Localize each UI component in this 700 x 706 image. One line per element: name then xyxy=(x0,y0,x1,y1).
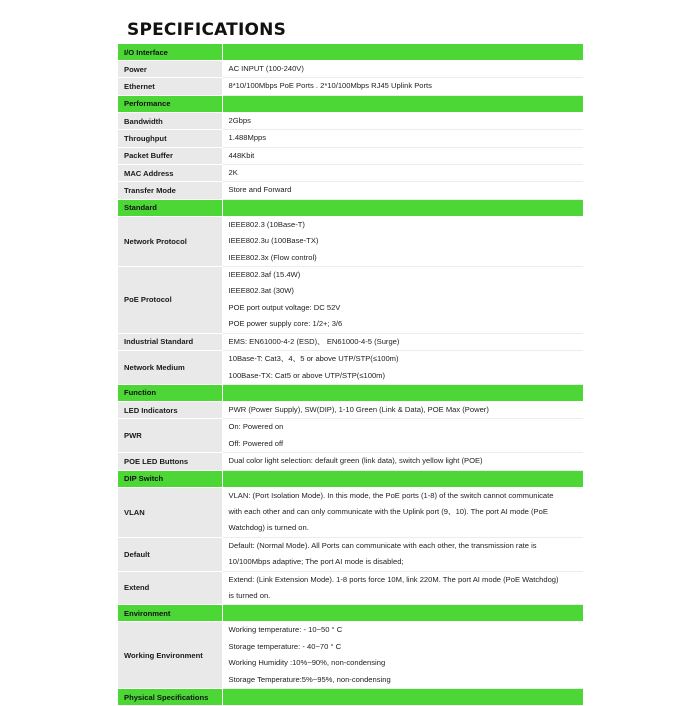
spec-value-line: 1.488Mpps xyxy=(228,133,267,143)
spec-row xyxy=(118,622,583,689)
spec-label: PoE Protocol xyxy=(118,267,222,334)
spec-value xyxy=(222,61,583,78)
spec-value-line: Working Humidity :10%~90%, non-condensing xyxy=(228,658,386,668)
section-heading-spacer xyxy=(222,199,583,216)
spec-row xyxy=(118,78,583,95)
section-heading: I/O Interface xyxy=(118,44,222,61)
spec-row xyxy=(118,147,583,164)
spec-value-line: with each other and can only communicate with the Uplink port (9、10). The port AI mode (PoE xyxy=(228,506,548,516)
spec-value-line: Watchdog) is turned on. xyxy=(228,523,309,533)
spec-value xyxy=(222,147,583,164)
spec-value-line: 10Base-T: Cat3、4、5 or above UTP/STP(≤100m) xyxy=(228,354,399,364)
spec-value-line: is turned on. xyxy=(228,590,271,600)
spec-row xyxy=(118,333,583,350)
spec-row xyxy=(118,182,583,199)
spec-label: Throughput xyxy=(118,130,222,147)
spec-value-line: Dual color light selection: default green (link data), switch yellow light (POE) xyxy=(228,456,483,466)
section-header-row xyxy=(118,470,583,487)
spec-value xyxy=(222,537,583,571)
section-heading-spacer xyxy=(222,689,583,706)
spec-value xyxy=(222,78,583,95)
spec-label: Network Protocol xyxy=(118,216,222,266)
section-header-row xyxy=(118,44,583,61)
spec-value-line: Storage temperature: - 40~70 ° C xyxy=(228,641,342,651)
spec-value xyxy=(222,165,583,182)
spec-row xyxy=(118,487,583,537)
spec-value xyxy=(222,130,583,147)
spec-row xyxy=(118,351,583,385)
spec-value-line: 10/100Mbps adaptive; The port AI mode is disabled; xyxy=(228,557,404,567)
spec-value-line: IEEE802.3 (10Base-T) xyxy=(228,219,305,229)
section-heading-spacer xyxy=(222,605,583,622)
spec-value-line: Off: Powered off xyxy=(228,438,284,448)
spec-row xyxy=(118,419,583,453)
spec-value-line: Working temperature: - 10~50 ° C xyxy=(228,625,343,635)
section-heading: Performance xyxy=(118,95,222,112)
spec-label: Extend xyxy=(118,571,222,605)
spec-value-line: 8*10/100Mbps PoE Ports . 2*10/100Mbps RJ45 Uplink Ports xyxy=(228,81,432,91)
spec-value-line: POE port output voltage: DC 52V xyxy=(228,302,341,312)
spec-label: Industrial Standard xyxy=(118,333,222,350)
section-header-row xyxy=(118,689,583,706)
spec-value-line: On: Powered on xyxy=(228,422,284,432)
spec-value xyxy=(222,453,583,470)
spec-value-line: Default: (Normal Mode). All Ports can communicate with each other, the transmission rate is xyxy=(228,540,537,550)
spec-value-line: 100Base-TX: Cat5 or above UTP/STP(≤100m) xyxy=(228,370,386,380)
spec-row xyxy=(118,130,583,147)
spec-value xyxy=(222,487,583,537)
spec-row xyxy=(118,537,583,571)
spec-label: Power xyxy=(118,61,222,78)
spec-label: Packet Buffer xyxy=(118,147,222,164)
spec-row xyxy=(118,453,583,470)
section-heading-spacer xyxy=(222,44,583,61)
spec-row xyxy=(118,267,583,334)
spec-value-line: VLAN: (Port Isolation Mode). In this mode, the PoE ports (1-8) of the switch cannot communicate xyxy=(228,490,554,500)
spec-value xyxy=(222,333,583,350)
spec-value-line: IEEE802.3af (15.4W) xyxy=(228,270,301,280)
section-header-row xyxy=(118,605,583,622)
spec-label: Bandwidth xyxy=(118,112,222,129)
section-header-row xyxy=(118,199,583,216)
spec-label: Network Medium xyxy=(118,351,222,385)
spec-row xyxy=(118,401,583,418)
section-heading-spacer xyxy=(222,384,583,401)
spec-value-line: POE power supply core: 1/2+; 3/6 xyxy=(228,319,343,329)
section-heading-spacer xyxy=(222,95,583,112)
spec-row xyxy=(118,112,583,129)
spec-value-line: 2Gbps xyxy=(228,115,251,125)
spec-label: Working Environment xyxy=(118,622,222,689)
spec-value-line: Store and Forward xyxy=(228,185,292,195)
spec-value-line: IEEE802.3x (Flow control) xyxy=(228,252,317,262)
spec-value xyxy=(222,351,583,385)
section-heading: Function xyxy=(118,384,222,401)
spec-label: LED Indicators xyxy=(118,401,222,418)
spec-value xyxy=(222,267,583,334)
spec-label: Ethernet xyxy=(118,78,222,95)
spec-value xyxy=(222,622,583,689)
spec-value-line: 448Kbit xyxy=(228,150,255,160)
spec-row xyxy=(118,61,583,78)
section-heading: Environment xyxy=(118,605,222,622)
spec-value-line: IEEE802.3u (100Base-TX) xyxy=(228,236,319,246)
specifications-table-body xyxy=(118,44,583,706)
spec-value xyxy=(222,419,583,453)
spec-value xyxy=(222,571,583,605)
spec-label: Transfer Mode xyxy=(118,182,222,199)
spec-value xyxy=(222,112,583,129)
spec-row xyxy=(118,571,583,605)
section-heading: DIP Switch xyxy=(118,470,222,487)
spec-value xyxy=(222,182,583,199)
section-header-row xyxy=(118,384,583,401)
section-heading: Physical Specifications xyxy=(118,689,222,706)
spec-label: POE LED Buttons xyxy=(118,453,222,470)
spec-row xyxy=(118,165,583,182)
spec-label: MAC Address xyxy=(118,165,222,182)
section-heading-spacer xyxy=(222,470,583,487)
spec-value-line: EMS: EN61000-4-2 (ESD)、 EN61000-4-5 (Surge) xyxy=(228,336,400,346)
spec-label: VLAN xyxy=(118,487,222,537)
spec-value-line: Extend: (Link Extension Mode). 1-8 ports force 10M, link 220M. The port AI mode (PoE Watchdog) xyxy=(228,574,559,584)
spec-value-line: AC INPUT (100-240V) xyxy=(228,64,304,73)
spec-value xyxy=(222,401,583,418)
page-title: SPECIFICATIONS xyxy=(127,20,287,40)
spec-value-line: 2K xyxy=(228,168,238,178)
section-header-row xyxy=(118,95,583,112)
spec-label: PWR xyxy=(118,419,222,453)
spec-label: Default xyxy=(118,537,222,571)
spec-value xyxy=(222,216,583,266)
spec-row xyxy=(118,216,583,266)
spec-value-line: PWR (Power Supply), SW(DIP), 1-10 Green (Link & Data), POE Max (Power) xyxy=(228,404,489,414)
spec-value-line: IEEE802.3at (30W) xyxy=(228,286,294,296)
section-heading: Standard xyxy=(118,199,222,216)
spec-value-line: Storage Temperature:5%~95%, non-condensing xyxy=(228,674,391,684)
specifications-table xyxy=(118,44,583,706)
